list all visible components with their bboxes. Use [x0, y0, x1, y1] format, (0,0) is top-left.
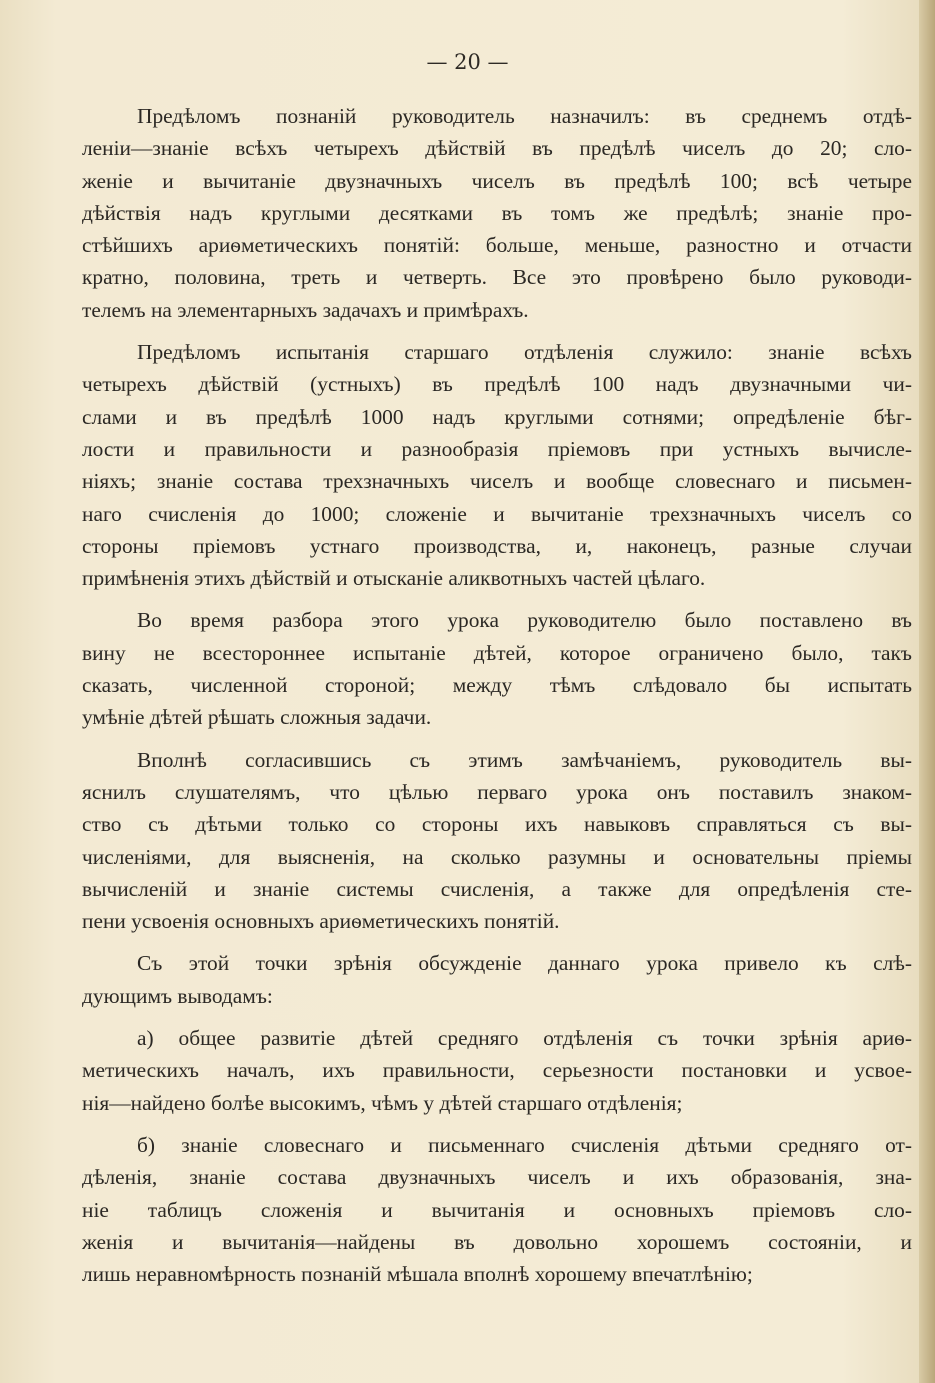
- text-line: Вполнѣ согласившись съ этимъ замѣчаніемъ, руководитель вы-: [137, 747, 912, 772]
- text-line: сказать, численной стороной; между тѣмъ слѣдовало бы испытать: [82, 673, 912, 698]
- text-line: Съ этой точки зрѣнія обсужденіе даннаго урока привело къ слѣ-: [137, 951, 912, 976]
- text-line: Предѣломъ испытанія старшаго отдѣленія служило: знаніе всѣхъ: [137, 340, 912, 365]
- text-line: леніи—знаніе всѣхъ четырехъ дѣйствій въ предѣлѣ чиселъ до 20; сло-: [82, 136, 912, 161]
- text-line: женіе и вычитаніе двузначныхъ чиселъ въ предѣлѣ 100; всѣ четыре: [82, 168, 912, 193]
- text-line: кратно, половина, треть и четверть. Все это провѣрено было руководи-: [82, 265, 912, 290]
- text-line: численіями, для выясненія, на сколько разумны и основательны пріемы: [82, 844, 912, 869]
- page-edge: [919, 0, 935, 1383]
- text-line: ніяхъ; знаніе состава трехзначныхъ чиселъ и вообще словеснаго и письмен-: [82, 469, 912, 494]
- text-line: ство съ дѣтьми только со стороны ихъ навыковъ справляться съ вы-: [82, 812, 912, 837]
- body-text: [82, 100, 912, 1300]
- text-line: женія и вычитанія—найдены въ довольно хорошемъ состояніи, и: [82, 1229, 912, 1254]
- text-line: а) общее развитіе дѣтей средняго отдѣленія съ точки зрѣнія ариѳ-: [137, 1026, 912, 1051]
- page-number: — 20 —: [426, 50, 509, 74]
- text-line: вычисленій и знаніе системы счисленія, а также для опредѣленія сте-: [82, 876, 912, 901]
- text-line: наго счисленія до 1000; сложеніе и вычитаніе трехзначныхъ чиселъ со: [82, 501, 912, 526]
- paragraph: [82, 744, 912, 938]
- text-line: стѣйшихъ ариѳметическихъ понятій: больше, меньше, разностно и отчасти: [82, 233, 912, 258]
- text-line: четырехъ дѣйствій (устныхъ) въ предѣлѣ 100 надъ двузначными чи-: [82, 372, 912, 397]
- paragraph: [82, 1022, 912, 1119]
- text-line: б) знаніе словеснаго и письменнаго счисленія дѣтьми средняго от-: [137, 1132, 912, 1157]
- text-line: примѣненія этихъ дѣйствій и отысканіе аликвотныхъ частей цѣлаго.: [82, 566, 706, 591]
- text-line: ніе таблицъ сложенія и вычитанія и основныхъ пріемовъ сло-: [82, 1197, 912, 1222]
- text-line: дѣйствія надъ круглыми десятками въ томъ же предѣлѣ; знаніе про-: [82, 200, 912, 225]
- text-line: слами и въ предѣлѣ 1000 надъ круглыми сотнями; опредѣленіе бѣг-: [82, 404, 912, 429]
- paragraph: [82, 1129, 912, 1290]
- paragraph: [82, 604, 912, 733]
- text-line: нія—найдено болѣе высокимъ, чѣмъ у дѣтей старшаго отдѣленія;: [82, 1090, 683, 1115]
- text-line: дѣленія, знаніе состава двузначныхъ чиселъ и ихъ образованія, зна-: [82, 1165, 912, 1190]
- text-line: метическихъ началъ, ихъ правильности, серьезности постановки и усвое-: [82, 1058, 912, 1083]
- paragraph: [82, 947, 912, 1012]
- text-line: лости и правильности и разнообразія пріемовъ при устныхъ вычисле-: [82, 436, 912, 461]
- text-line: телемъ на элементарныхъ задачахъ и примѣрахъ.: [82, 297, 529, 322]
- text-line: Во время разбора этого урока руководителю было поставлено въ: [137, 608, 912, 633]
- text-line: умѣніе дѣтей рѣшать сложныя задачи.: [82, 705, 432, 730]
- paragraph: [82, 336, 912, 594]
- text-line: пени усвоенія основныхъ ариѳметическихъ понятій.: [82, 909, 560, 934]
- text-line: яснилъ слушателямъ, что цѣлью перваго урока онъ поставилъ знаком-: [82, 779, 912, 804]
- text-line: Предѣломъ познаній руководитель назначилъ: въ среднемъ отдѣ-: [137, 104, 912, 128]
- text-line: стороны пріемовъ устнаго производства, и, наконецъ, разные случаи: [82, 533, 912, 558]
- paragraph: [82, 100, 912, 326]
- text-line: дующимъ выводамъ:: [82, 983, 273, 1008]
- text-line: вину не всестороннее испытаніе дѣтей, которое ограничено было, такъ: [82, 640, 912, 665]
- text-line: лишь неравномѣрность познаній мѣшала вполнѣ хорошему впечатлѣнію;: [82, 1262, 753, 1287]
